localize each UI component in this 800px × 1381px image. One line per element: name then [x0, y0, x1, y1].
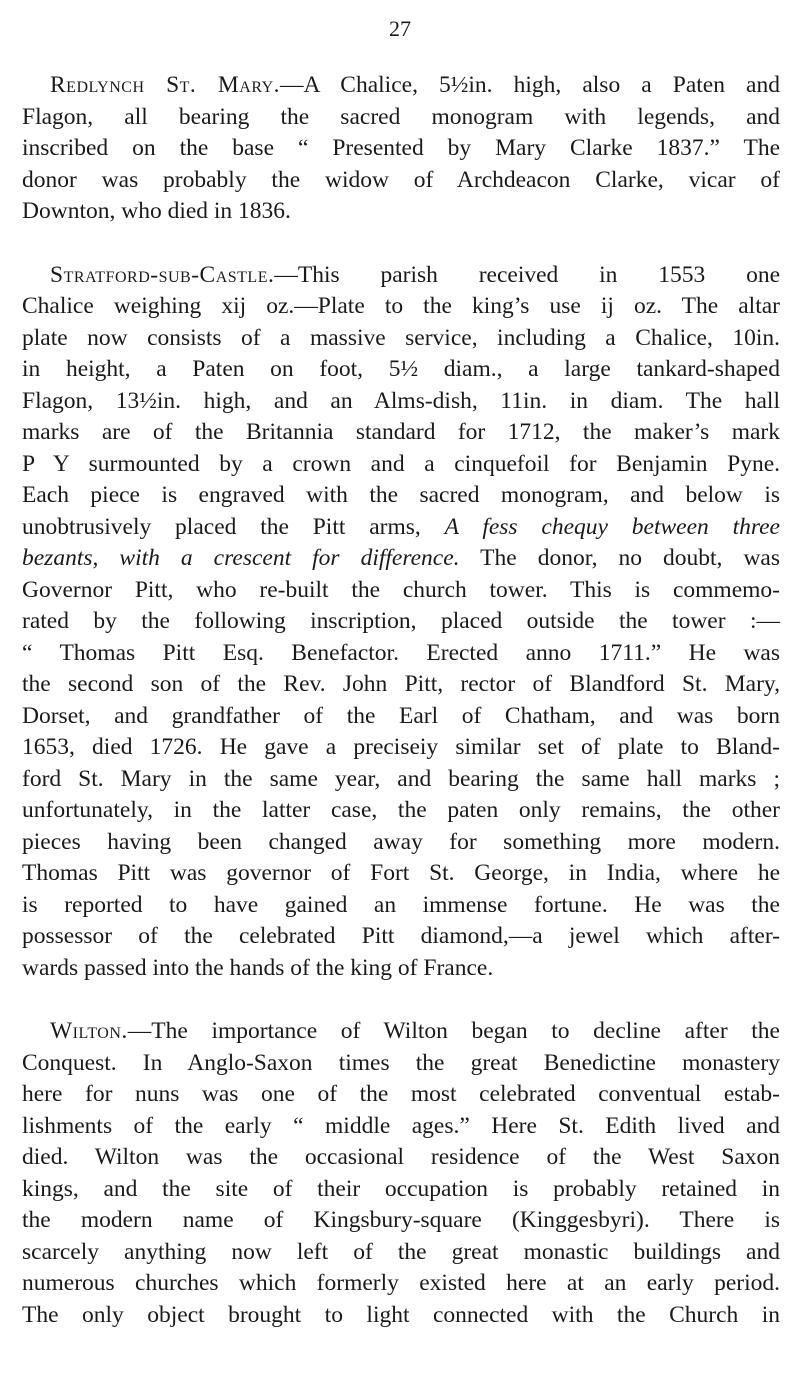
paragraph-wilton: [22, 1016, 780, 1331]
page-text: [22, 70, 780, 1363]
text-span: The donor, no doubt, was: [459, 545, 780, 571]
paragraph-redlynch: [22, 70, 780, 228]
text-line: inscribed on the base “ Presented by Mary Clarke 1837.” The: [22, 135, 780, 161]
text-line: Chalice weighing xij oz.—Plate to the king’s use ij oz. The altar: [22, 293, 780, 319]
text-line: ford St. Mary in the same year, and bearing the same hall marks ;: [22, 765, 780, 792]
paragraph-stratford: [22, 260, 780, 985]
text-line: Governor Pitt, who re-built the church tower. This is commemo-: [22, 576, 780, 603]
text-line: unfortunately, in the latter case, the paten only remains, the other: [22, 797, 780, 823]
text-line: scarcely anything now left of the great monastic buildings and: [22, 1238, 780, 1265]
text-line: [22, 512, 780, 544]
text-line: pieces having been changed away for something more modern.: [22, 828, 780, 855]
text-line: The only object brought to light connected with the Church in: [22, 1301, 780, 1328]
text-line: Downton, who died in 1836.: [22, 198, 291, 224]
text-line: in height, a Paten on foot, 5½ diam., a large tankard-shaped: [22, 356, 780, 382]
text-line: donor was probably the widow of Archdeacon Clarke, vicar of: [22, 166, 780, 193]
text-line: Dorset, and grandfather of the Earl of Chatham, and was born: [22, 702, 780, 729]
text-line: lishments of the early “ middle ages.” Here St. Edith lived and: [22, 1112, 780, 1139]
text-line: is reported to have gained an immense fortune. He was the: [22, 891, 780, 918]
text-line: died. Wilton was the occasional residence of the West Saxon: [22, 1144, 780, 1170]
text-line: the second son of the Rev. John Pitt, rector of Blandford St. Mary,: [22, 671, 780, 697]
text-line: possessor of the celebrated Pitt diamond,—a jewel which after-: [22, 923, 780, 949]
text-line: [22, 260, 780, 292]
page-number: 27: [389, 16, 411, 41]
text-line: plate now consists of a massive service, including a Chalice, 10in.: [22, 324, 780, 351]
text-span: —A Chalice, 5½in. high, also a Paten and: [280, 72, 780, 98]
text-span: —The importance of Wilton began to decline after the: [127, 1018, 780, 1044]
section-heading-stratford: Stratford-sub-Castle.: [50, 261, 275, 288]
text-line: kings, and the site of their occupation is probably retained in: [22, 1175, 780, 1202]
text-line: here for nuns was one of the most celebrated conventual estab-: [22, 1081, 780, 1107]
text-span: unobtrusively placed the Pitt arms,: [22, 513, 445, 540]
text-line: Each piece is engraved with the sacred monogram, and below is: [22, 482, 780, 508]
italic-blazon: A fess chequy between three: [444, 513, 780, 540]
text-line: rated by the following inscription, placed outside the tower :—: [22, 608, 780, 634]
text-line: numerous churches which formerly existed here at an early period.: [22, 1270, 780, 1296]
text-line: Flagon, 13½in. high, and an Alms-dish, 11in. in diam. The hall: [22, 387, 780, 414]
text-line: Thomas Pitt was governor of Fort St. George, in India, where he: [22, 860, 780, 886]
text-line: the modern name of Kingsbury-square (Kinggesbyri). There is: [22, 1207, 780, 1233]
text-line: [22, 543, 780, 575]
text-line: Flagon, all bearing the sacred monogram with legends, and: [22, 103, 780, 130]
text-line: P Y surmounted by a crown and a cinquefoil for Benjamin Pyne.: [22, 450, 780, 477]
section-heading-redlynch: Redlynch St. Mary.: [50, 72, 281, 98]
text-span: —This parish received in 1553 one: [274, 261, 780, 288]
text-line: wards passed into the hands of the king of France.: [22, 954, 494, 981]
text-line: 1653, died 1726. He gave a preciseiy similar set of plate to Bland-: [22, 734, 780, 760]
text-line: [22, 70, 780, 102]
section-heading-wilton: Wilton.: [50, 1018, 128, 1044]
text-line: “ Thomas Pitt Esq. Benefactor. Erected anno 1711.” He was: [22, 639, 780, 666]
italic-blazon: bezants, with a crescent for difference.: [22, 545, 460, 571]
text-line: Conquest. In Anglo-Saxon times the great Benedictine monastery: [22, 1049, 780, 1076]
text-line: [22, 1016, 780, 1048]
text-line: marks are of the Britannia standard for 1712, the maker’s mark: [22, 419, 780, 445]
